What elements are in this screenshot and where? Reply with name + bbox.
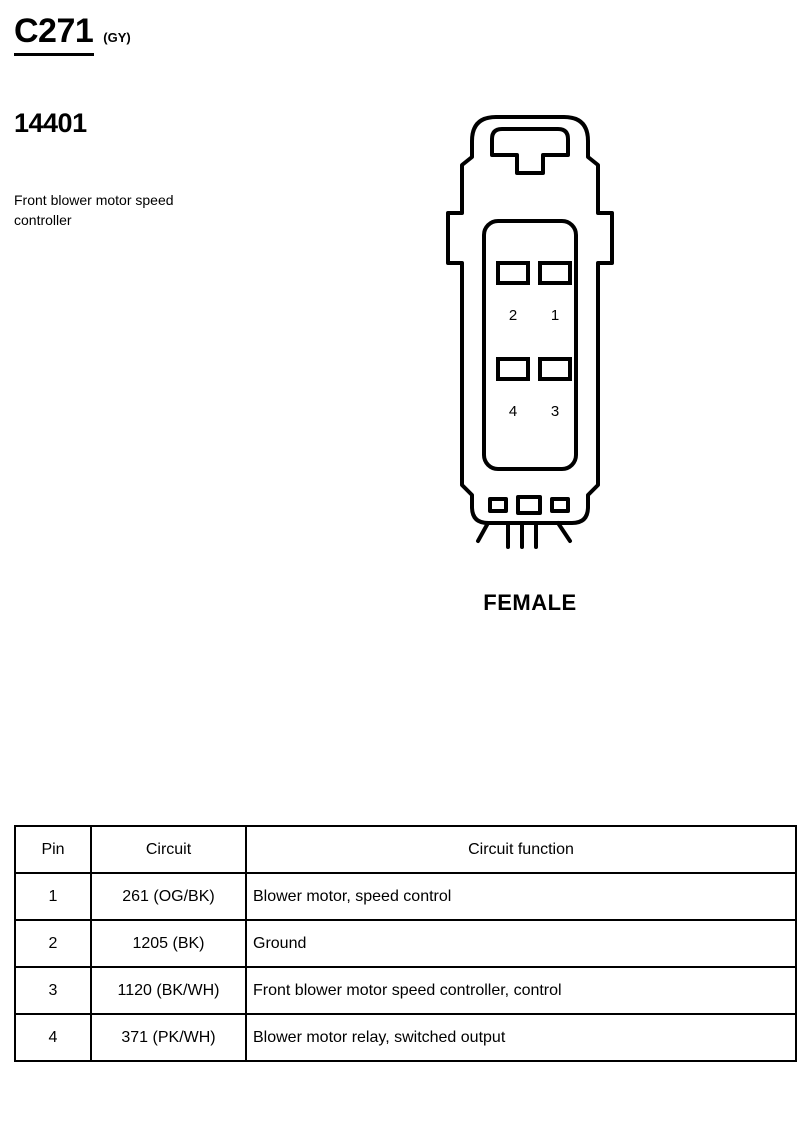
component-description: Front blower motor speed controller [14, 192, 174, 228]
cell-circuit: 1205 (BK) [91, 920, 246, 967]
cell-circuit: 261 (OG/BK) [91, 873, 246, 920]
cell-circuit: 371 (PK/WH) [91, 1014, 246, 1061]
cell-pin: 3 [15, 967, 91, 1014]
cavity-2 [498, 263, 528, 283]
cell-function: Front blower motor speed controller, control [246, 967, 796, 1014]
connector-code-row [14, 14, 244, 48]
table-row [15, 967, 796, 1014]
table-row [15, 920, 796, 967]
cavity-label-4: 4 [508, 403, 518, 420]
cavity-4 [498, 359, 528, 379]
pinout-table [14, 825, 797, 1062]
cell-function: Blower motor relay, switched output [246, 1014, 796, 1061]
cavity-label-3: 3 [550, 403, 560, 420]
connector-code: C271 [14, 12, 94, 50]
cavity-3 [540, 359, 570, 379]
cell-circuit: 1120 (BK/WH) [91, 967, 246, 1014]
connector-gender-label: FEMALE [483, 590, 577, 615]
table-row [15, 873, 796, 920]
cell-pin: 1 [15, 873, 91, 920]
column-header-circuit-function: Circuit function [246, 826, 796, 873]
connector-identification-block [14, 14, 244, 56]
table-header-row [15, 826, 796, 873]
column-header-circuit: Circuit [91, 826, 246, 873]
connector-color-code: (GY) [103, 30, 131, 45]
cell-pin: 4 [15, 1014, 91, 1061]
cell-pin: 2 [15, 920, 91, 967]
connector-code-underline [14, 53, 94, 56]
cavity-1 [540, 263, 570, 283]
connector-face-diagram [400, 95, 660, 575]
cell-function: Blower motor, speed control [246, 873, 796, 920]
cell-function: Ground [246, 920, 796, 967]
column-header-pin: Pin [15, 826, 91, 873]
cavity-label-2: 2 [508, 307, 518, 324]
part-number: 14401 [14, 108, 87, 138]
table-row [15, 1014, 796, 1061]
cavity-label-1: 1 [550, 307, 560, 324]
